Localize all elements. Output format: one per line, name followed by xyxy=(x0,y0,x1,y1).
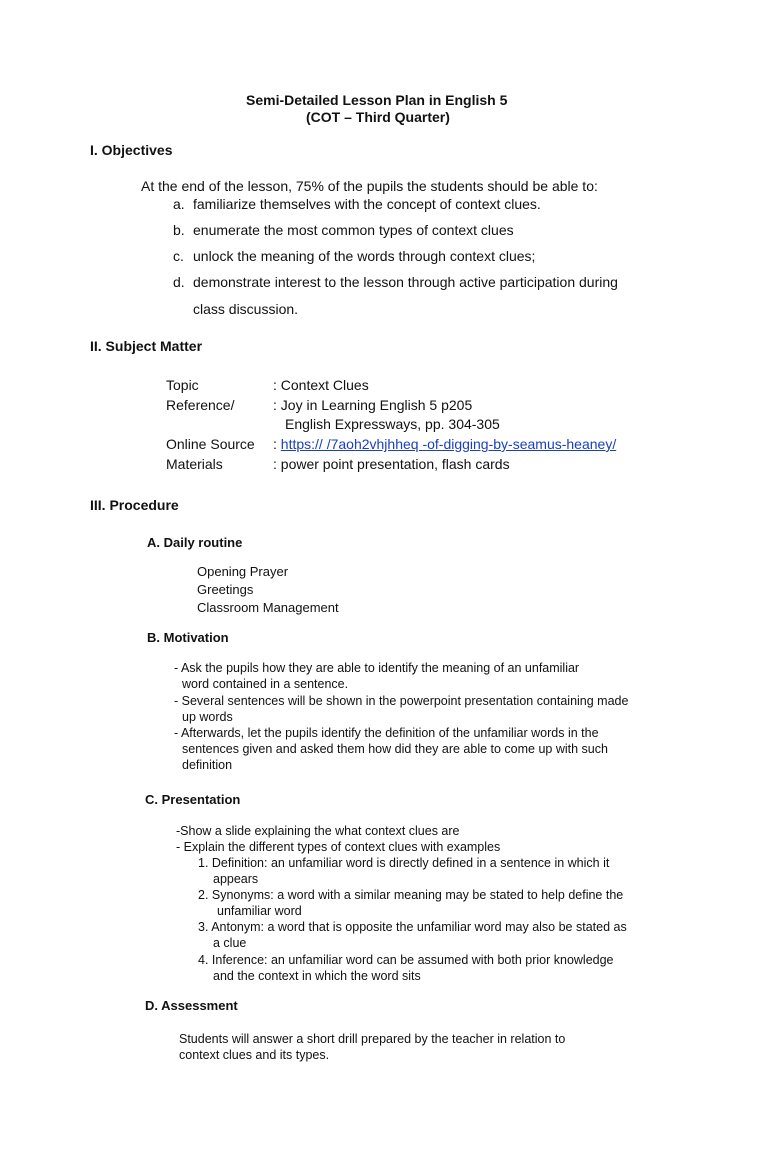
motivation-line: - Afterwards, let the pupils identify the definition of the unfamiliar words in the xyxy=(174,726,599,740)
daily-routine-item: Classroom Management xyxy=(197,600,339,615)
objective-letter: c. xyxy=(173,248,184,264)
page-title: Semi-Detailed Lesson Plan in English 5 xyxy=(246,92,508,108)
daily-routine-item: Opening Prayer xyxy=(197,564,289,579)
motivation-line: - Ask the pupils how they are able to identify the meaning of an unfamiliar xyxy=(174,661,580,675)
motivation-line: sentences given and asked them how did they are able to come up with such xyxy=(182,742,608,756)
context-clue-type-cont: and the context in which the word sits xyxy=(213,969,421,983)
procedure-heading: III. Procedure xyxy=(90,497,179,513)
motivation-line: - Several sentences will be shown in the powerpoint presentation containing made xyxy=(174,694,629,708)
materials-value: : power point presentation, flash cards xyxy=(273,456,510,472)
presentation-heading: C. Presentation xyxy=(145,792,241,807)
page-subtitle: (COT – Third Quarter) xyxy=(306,109,450,125)
objective-letter: d. xyxy=(173,274,185,290)
topic-label: Topic xyxy=(166,377,199,393)
objective-text: unlock the meaning of the words through context clues; xyxy=(193,248,536,264)
assessment-line: context clues and its types. xyxy=(179,1048,330,1062)
context-clue-type: 1. Definition: an unfamiliar word is directly defined in a sentence in which it xyxy=(198,856,610,870)
context-clue-type: 4. Inference: an unfamiliar word can be assumed with both prior knowledge xyxy=(198,953,614,967)
context-clue-type-cont: unfamiliar word xyxy=(217,904,302,918)
reference-value: : Joy in Learning English 5 p205 xyxy=(273,397,473,413)
reference-label: Reference/ xyxy=(166,397,235,413)
objectives-heading: I. Objectives xyxy=(90,142,173,158)
motivation-line: definition xyxy=(182,758,233,772)
context-clue-type-cont: appears xyxy=(213,872,259,886)
objective-text: demonstrate interest to the lesson through active participation during xyxy=(193,274,618,290)
assessment-line: Students will answer a short drill prepared by the teacher in relation to xyxy=(179,1032,566,1046)
motivation-line: up words xyxy=(182,710,233,724)
objective-letter: b. xyxy=(173,222,185,238)
online-source-value xyxy=(273,436,616,452)
motivation-line: word contained in a sentence. xyxy=(182,677,349,691)
context-clue-type: 2. Synonyms: a word with a similar meaning may be stated to help define the xyxy=(198,888,624,902)
objective-letter: a. xyxy=(173,196,185,212)
objective-text: enumerate the most common types of context clues xyxy=(193,222,514,238)
topic-value: : Context Clues xyxy=(273,377,369,393)
objective-text: familiarize themselves with the concept of context clues. xyxy=(193,196,541,212)
daily-routine-heading: A. Daily routine xyxy=(147,535,243,550)
objectives-intro: At the end of the lesson, 75% of the pupils the students should be able to: xyxy=(141,178,598,194)
presentation-line: - Explain the different types of context clues with examples xyxy=(176,840,501,854)
motivation-heading: B. Motivation xyxy=(147,630,229,645)
reference-value-2: English Expressways, pp. 304-305 xyxy=(285,416,500,432)
online-source-link[interactable]: https:// /7aoh2vhjhheq -of-digging-by-seamus-heaney/ xyxy=(280,436,617,452)
daily-routine-item: Greetings xyxy=(197,582,254,597)
online-source-prefix: : xyxy=(273,436,281,452)
context-clue-type: 3. Antonym: a word that is opposite the unfamiliar word may also be stated as xyxy=(198,920,627,934)
presentation-line: -Show a slide explaining the what context clues are xyxy=(176,824,460,838)
materials-label: Materials xyxy=(166,456,223,472)
context-clue-type-cont: a clue xyxy=(213,936,247,950)
assessment-heading: D. Assessment xyxy=(145,998,238,1013)
subject-matter-heading: II. Subject Matter xyxy=(90,338,203,354)
online-source-label: Online Source xyxy=(166,436,255,452)
objective-text-continued: class discussion. xyxy=(193,301,299,317)
